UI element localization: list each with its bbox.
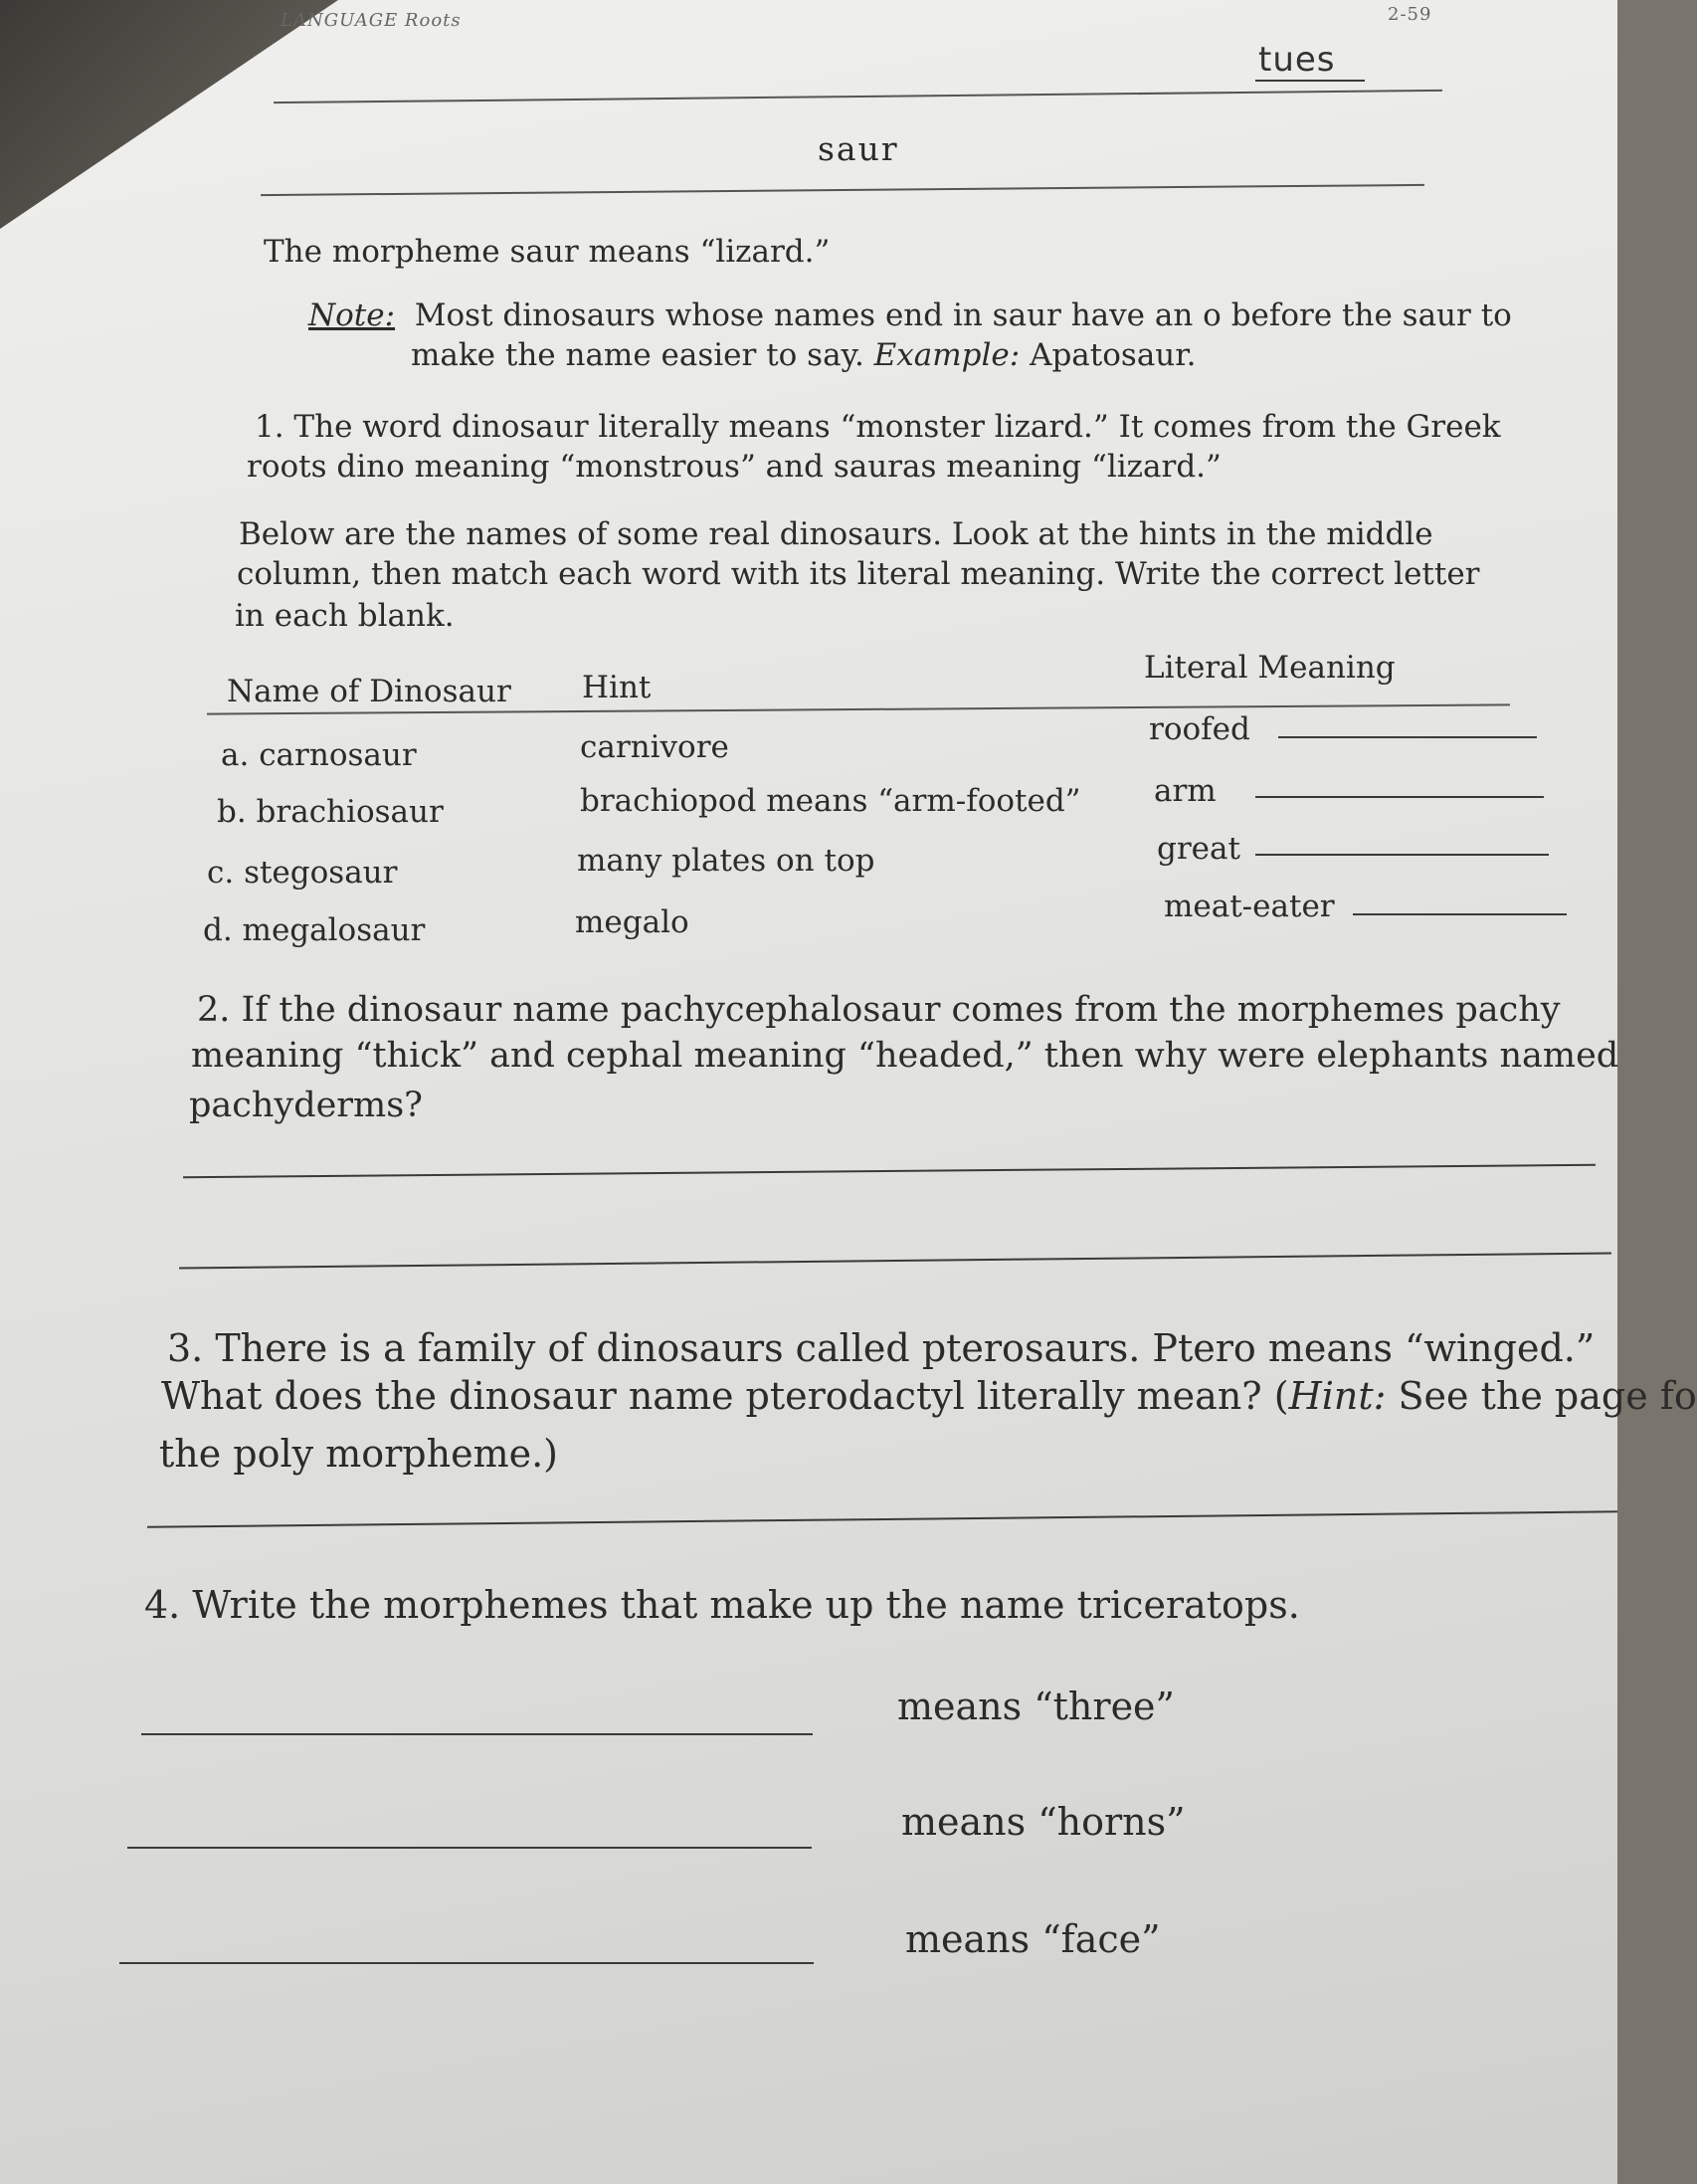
row-a-meaning: roofed bbox=[1149, 711, 1250, 747]
handwritten-day: tues bbox=[1258, 40, 1336, 80]
row-a-name: a. carnosaur bbox=[221, 737, 417, 773]
item4-answer-3: means “face” bbox=[905, 1917, 1161, 1961]
book-title: LANGUAGE Roots bbox=[281, 10, 462, 31]
row-d-hint: megalo bbox=[575, 904, 689, 940]
item3-line-2 bbox=[161, 1371, 1697, 1421]
handwritten-underline bbox=[1255, 80, 1365, 82]
item4-answer-1: means “three” bbox=[897, 1685, 1175, 1728]
row-c-blank[interactable] bbox=[1255, 854, 1549, 856]
item3-answer-line[interactable] bbox=[147, 1510, 1617, 1527]
instructions-line-2: column, then match each word with its literal meaning. Write the correct letter bbox=[237, 556, 1480, 592]
page-title: saur bbox=[818, 129, 899, 168]
note-label: Note: bbox=[308, 298, 396, 333]
header-name: Name of Dinosaur bbox=[227, 674, 511, 709]
title-rule bbox=[261, 184, 1424, 196]
item3-line-1: 3. There is a family of dinosaurs called pterosaurs. Ptero means “winged.” bbox=[167, 1326, 1596, 1370]
example-word: Apatosaur. bbox=[1030, 337, 1197, 373]
item2-answer-line-1[interactable] bbox=[183, 1164, 1596, 1178]
example-label: Example: bbox=[873, 337, 1021, 373]
header-meaning: Literal Meaning bbox=[1144, 650, 1396, 686]
row-d-blank[interactable] bbox=[1353, 913, 1567, 915]
header-hint: Hint bbox=[582, 670, 652, 705]
row-a-hint: carnivore bbox=[580, 729, 729, 765]
note-line-2 bbox=[411, 334, 1197, 376]
item2-answer-line-2[interactable] bbox=[179, 1252, 1611, 1269]
header-rule bbox=[274, 90, 1442, 103]
instructions-line-1: Below are the names of some real dinosaurs. Look at the hints in the middle bbox=[239, 516, 1433, 552]
row-a-blank[interactable] bbox=[1278, 736, 1537, 738]
row-b-blank[interactable] bbox=[1255, 796, 1544, 798]
row-c-hint: many plates on top bbox=[577, 843, 875, 879]
item2-line-3: pachyderms? bbox=[189, 1086, 423, 1125]
row-b-hint: brachiopod means “arm-footed” bbox=[580, 783, 1081, 819]
row-c-meaning: great bbox=[1157, 831, 1240, 867]
item4-blank-2[interactable] bbox=[127, 1847, 812, 1849]
page-code: 2-59 bbox=[1388, 4, 1432, 25]
item3-question: What does the dinosaur name pterodactyl literally mean? ( bbox=[161, 1374, 1289, 1418]
note-line-1 bbox=[308, 295, 1512, 336]
item3-hint-text: See the page fo bbox=[1386, 1374, 1697, 1418]
row-b-meaning: arm bbox=[1154, 773, 1217, 809]
item3-line-3: the poly morpheme.) bbox=[159, 1432, 559, 1476]
row-b-name: b. brachiosaur bbox=[217, 794, 444, 830]
row-c-name: c. stegosaur bbox=[207, 855, 398, 891]
instructions-line-3: in each blank. bbox=[235, 598, 455, 634]
item1-line-1: 1. The word dinosaur literally means “monster lizard.” It comes from the Greek bbox=[255, 409, 1501, 445]
item1-line-2: roots dino meaning “monstrous” and sauras meaning “lizard.” bbox=[247, 449, 1222, 485]
item4-line-1: 4. Write the morphemes that make up the name triceratops. bbox=[144, 1583, 1300, 1627]
item2-line-2: meaning “thick” and cephal meaning “headed,” then why were elephants named bbox=[191, 1036, 1619, 1076]
intro-text: The morpheme saur means “lizard.” bbox=[264, 234, 831, 270]
note-text: Most dinosaurs whose names end in saur have an o before the saur to bbox=[414, 298, 1512, 333]
row-d-meaning: meat-eater bbox=[1164, 889, 1335, 924]
item4-blank-1[interactable] bbox=[141, 1733, 813, 1735]
item2-line-1: 2. If the dinosaur name pachycephalosaur comes from the morphemes pachy bbox=[197, 990, 1561, 1030]
note-text-2: make the name easier to say. bbox=[411, 337, 864, 373]
item4-answer-2: means “horns” bbox=[901, 1800, 1186, 1844]
item3-hint-label: Hint: bbox=[1288, 1374, 1387, 1418]
item4-blank-3[interactable] bbox=[119, 1962, 814, 1964]
row-d-name: d. megalosaur bbox=[203, 912, 426, 948]
